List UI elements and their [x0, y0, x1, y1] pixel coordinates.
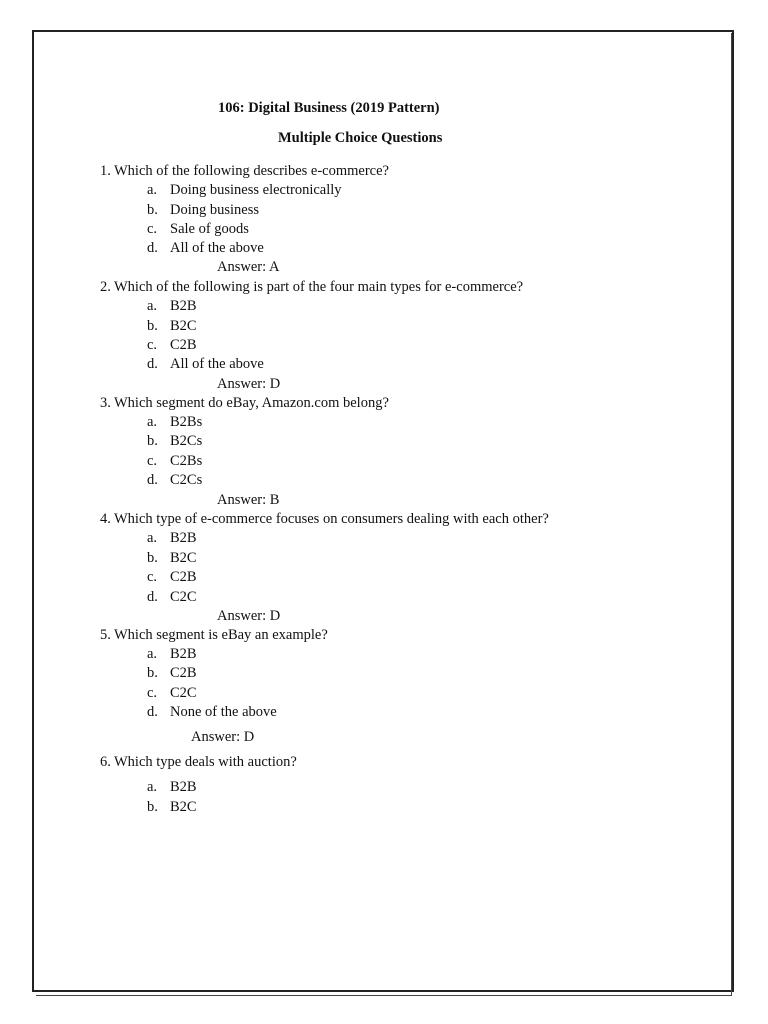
option-text: C2B — [170, 665, 197, 681]
question-text: Which type deals with auction? — [114, 754, 297, 770]
option-letter: b. — [147, 202, 158, 218]
answer-text: Answer: D — [217, 376, 281, 392]
option-text: C2C — [170, 589, 197, 605]
document-subtitle: Multiple Choice Questions — [278, 130, 443, 146]
option-letter: d. — [147, 589, 158, 605]
option-text: B2C — [170, 550, 197, 566]
option-letter: a. — [147, 646, 158, 662]
option-letter: b. — [147, 665, 158, 681]
question-number: 6. — [100, 754, 111, 770]
question-4 — [100, 510, 549, 528]
question-text: Which segment do eBay, Amazon.com belong? — [114, 395, 389, 411]
option-letter: d. — [147, 240, 158, 256]
question-number: 1. — [100, 163, 111, 179]
option-letter: d. — [147, 472, 158, 488]
question-5 — [100, 626, 328, 644]
option-text: B2Bs — [170, 414, 203, 430]
question-number: 5. — [100, 627, 111, 643]
question-2 — [100, 278, 523, 296]
option-letter: a. — [147, 298, 158, 314]
option-text: B2Cs — [170, 433, 203, 449]
option-letter: b. — [147, 433, 158, 449]
option-letter: b. — [147, 550, 158, 566]
option-text: C2Cs — [170, 472, 203, 488]
option-text: All of the above — [170, 240, 264, 256]
option-letter: a. — [147, 182, 158, 198]
option-text: All of the above — [170, 356, 264, 372]
option-text: Doing business — [170, 202, 260, 218]
option-text: B2C — [170, 799, 197, 815]
question-text: Which segment is eBay an example? — [114, 627, 328, 643]
option-text: B2B — [170, 298, 197, 314]
option-text: B2C — [170, 318, 197, 334]
option-text: C2C — [170, 685, 197, 701]
option-letter: c. — [147, 221, 158, 237]
question-6 — [100, 753, 297, 771]
question-number: 2. — [100, 279, 111, 295]
option-text: Doing business electronically — [170, 182, 342, 198]
option-text: B2B — [170, 530, 197, 546]
option-letter: c. — [147, 337, 158, 353]
option-letter: b. — [147, 318, 158, 334]
option-text: Sale of goods — [170, 221, 249, 237]
answer-text: Answer: D — [191, 729, 255, 745]
answer-text: Answer: B — [217, 492, 280, 508]
document-title: 106: Digital Business (2019 Pattern) — [218, 100, 440, 116]
question-number: 4. — [100, 511, 111, 527]
option-text: B2B — [170, 779, 197, 795]
option-letter: d. — [147, 356, 158, 372]
option-text: B2B — [170, 646, 197, 662]
option-letter: b. — [147, 799, 158, 815]
question-text: Which of the following describes e-commerce? — [114, 163, 389, 179]
option-text: C2Bs — [170, 453, 203, 469]
option-letter: a. — [147, 530, 158, 546]
option-text: None of the above — [170, 704, 277, 720]
option-letter: a. — [147, 414, 158, 430]
question-3 — [100, 394, 389, 412]
answer-text: Answer: A — [217, 259, 280, 275]
option-text: C2B — [170, 569, 197, 585]
option-letter: a. — [147, 779, 158, 795]
answer-text: Answer: D — [217, 608, 281, 624]
option-letter: d. — [147, 704, 158, 720]
option-letter: c. — [147, 685, 158, 701]
option-text: C2B — [170, 337, 197, 353]
option-letter: c. — [147, 453, 158, 469]
question-text: Which type of e-commerce focuses on consumers dealing with each other? — [114, 511, 549, 527]
option-letter: c. — [147, 569, 158, 585]
question-number: 3. — [100, 395, 111, 411]
question-1 — [100, 162, 389, 180]
question-text: Which of the following is part of the four main types for e-commerce? — [114, 279, 524, 295]
